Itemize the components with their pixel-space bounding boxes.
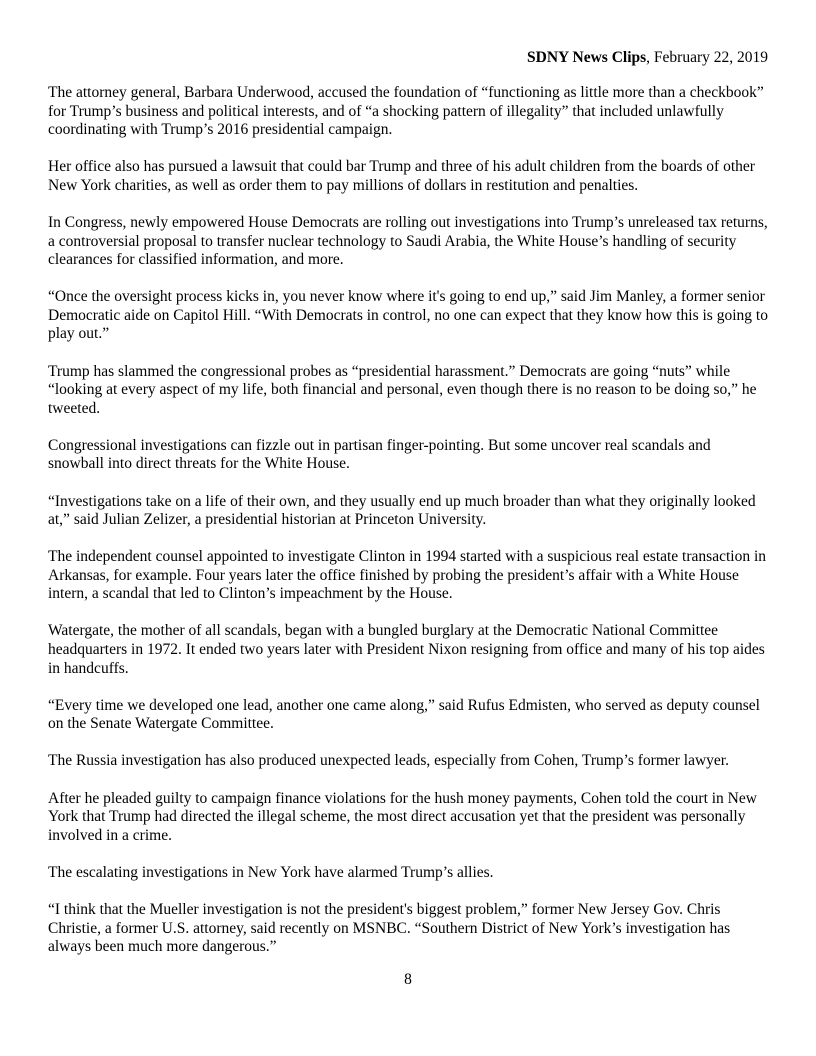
paragraph: Trump has slammed the congressional probes as “presidential harassment.” Democrats are going “nuts” while “looking at every aspect of my life, both financial and personal, even though there is no reason to be doing so,” he tweeted. bbox=[48, 362, 757, 417]
paragraph: “I think that the Mueller investigation is not the president's biggest problem,” former New Jersey Gov. Chris Christie, a former U.S. attorney, said recently on MSNBC. “Southern District of New York’s investigation has always been much more dangerous.” bbox=[48, 900, 731, 956]
header-source-title: SDNY News Clips bbox=[527, 49, 647, 66]
article-body bbox=[48, 84, 770, 975]
paragraph: “Every time we developed one lead, another one came along,” said Rufus Edmisten, who served as deputy counsel on the Senate Watergate Committee. bbox=[48, 696, 760, 733]
paragraph: “Once the oversight process kicks in, you never know where it's going to end up,” said Jim Manley, a former senior Democratic aide on Capitol Hill. “With Democrats in control, no one can expect that they know how this is going to play out.” bbox=[48, 288, 768, 343]
paragraph: The attorney general, Barbara Underwood, accused the foundation of “functioning as little more than a checkbook” for Trump’s business and political interests, and of “a shocking pattern of illegality” that included unlawfully coordinating with Trump’s 2016 presidential campaign. bbox=[48, 84, 764, 139]
page-header bbox=[527, 49, 768, 67]
paragraph: The independent counsel appointed to investigate Clinton in 1994 started with a suspicious real estate transaction in Arkansas, for example. Four years later the office finished by probing the president’s affair with a White House intern, a scandal that led to Clinton’s impeachment by the House. bbox=[48, 548, 766, 603]
page-number: 8 bbox=[404, 971, 412, 988]
paragraph: The Russia investigation has also produced unexpected leads, especially from Cohen, Trump’s former lawyer. bbox=[48, 752, 729, 770]
paragraph: In Congress, newly empowered House Democrats are rolling out investigations into Trump’s unreleased tax returns, a controversial proposal to transfer nuclear technology to Saudi Arabia, the White House’s handling of security clearances for classified information, and more. bbox=[48, 213, 768, 269]
header-date: , February 22, 2019 bbox=[646, 49, 768, 66]
paragraph: The escalating investigations in New York have alarmed Trump’s allies. bbox=[48, 863, 494, 881]
paragraph: Her office also has pursued a lawsuit that could bar Trump and three of his adult children from the boards of other New York charities, as well as order them to pay millions of dollars in restitution and penalties. bbox=[48, 158, 755, 194]
paragraph: After he pleaded guilty to campaign finance violations for the hush money payments, Cohen told the court in New York that Trump had directed the illegal scheme, the most direct accusation yet that the president was personally involved in a crime. bbox=[48, 789, 757, 844]
paragraph: Watergate, the mother of all scandals, began with a bungled burglary at the Democratic National Committee headquarters in 1972. It ended two years later with President Nixon resigning from office and many of his top aides in handcuffs. bbox=[48, 622, 765, 677]
paragraph: Congressional investigations can fizzle out in partisan finger-pointing. But some uncover real scandals and snowball into direct threats for the White House. bbox=[48, 436, 711, 473]
paragraph: “Investigations take on a life of their own, and they usually end up much broader than what they originally looked at,” said Julian Zelizer, a presidential historian at Princeton University. bbox=[48, 492, 756, 529]
